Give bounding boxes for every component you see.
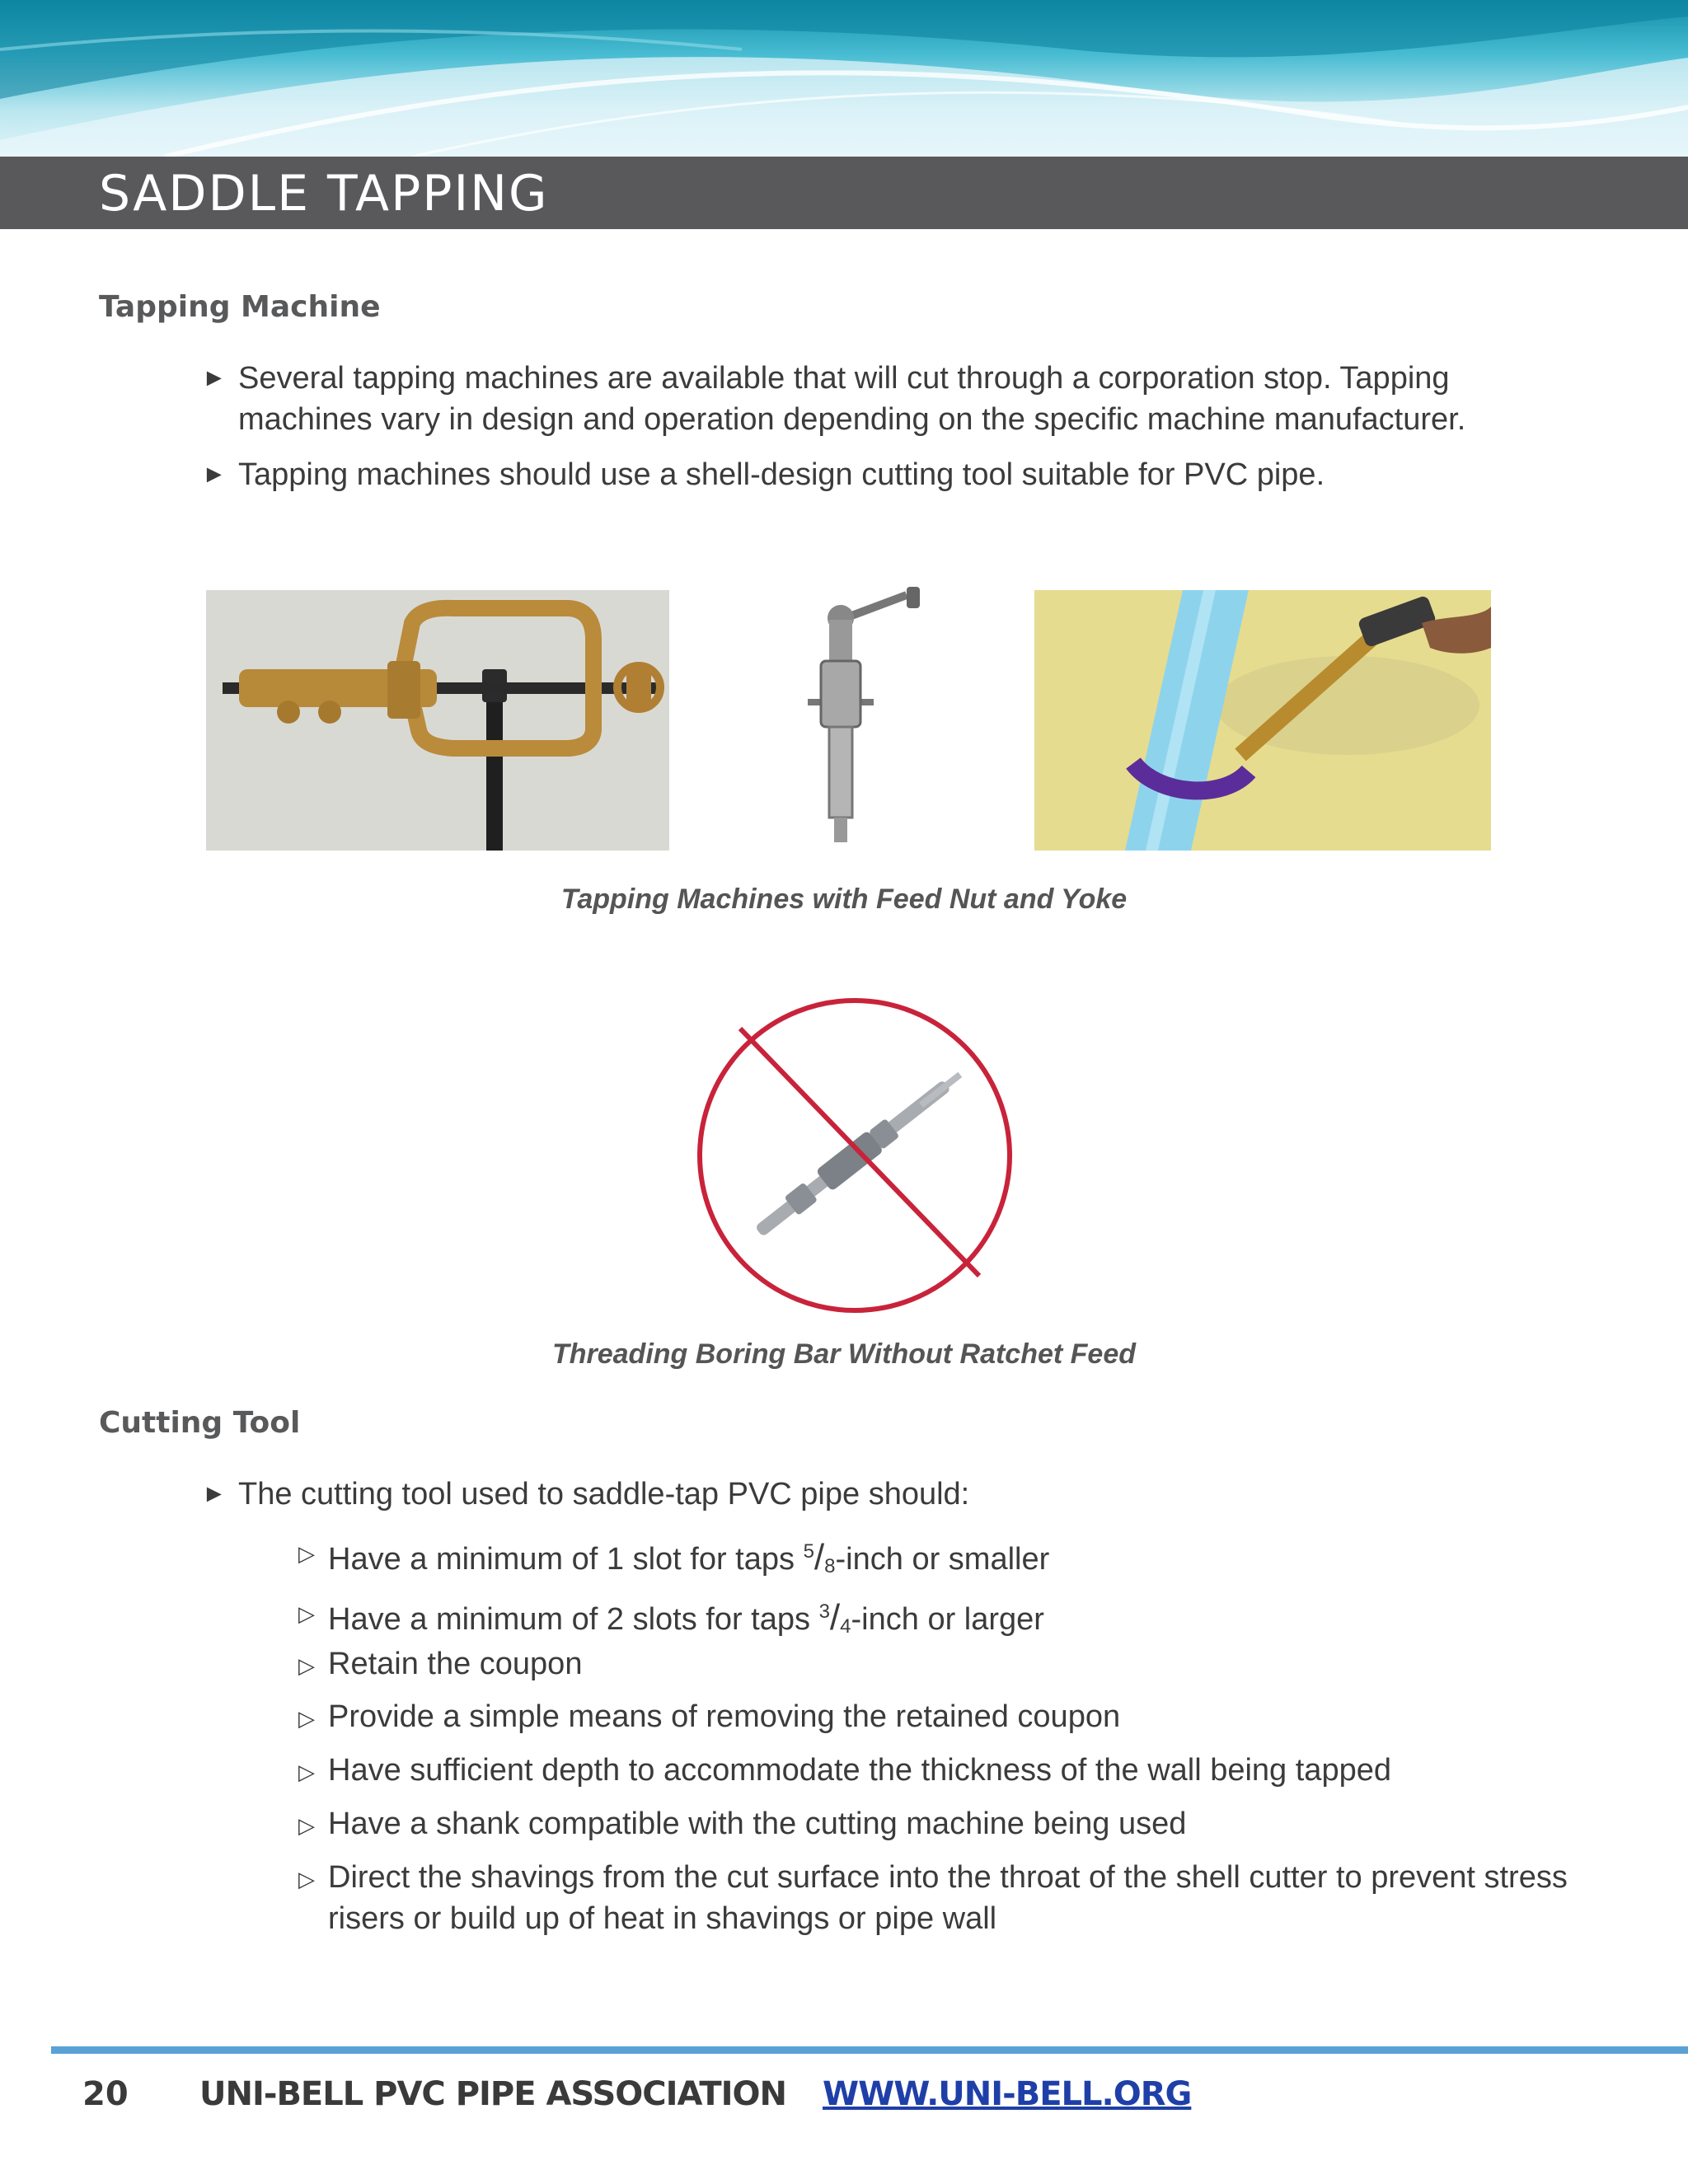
bullet-text: Several tapping machines are available that will cut through a corporation stop. Tapping machines vary in design and operation depending on the specific machine manufacturer.	[238, 361, 1466, 437]
sub-bullet-item	[298, 1591, 1568, 1647]
website-link[interactable]: WWW.UNI-BELL.ORG	[823, 2075, 1192, 2113]
section-heading-cutting-tool: Cutting Tool	[99, 1406, 301, 1440]
sub-bullet-text: Have a minimum of 1 slot for taps $^5/_8$-inch or smaller	[328, 1537, 1050, 1577]
bullet-text: The cutting tool used to saddle-tap PVC pipe should:	[238, 1477, 970, 1511]
triangle-outline-icon: ▷	[298, 1760, 315, 1784]
triangle-outline-icon: ▷	[298, 1653, 315, 1678]
bullet-item	[202, 358, 1554, 440]
triangle-outline-icon: ▷	[298, 1706, 315, 1731]
sub-bullet-item	[298, 1857, 1568, 1939]
page-number: 20	[82, 2075, 129, 2113]
sub-bullet-item	[298, 1531, 1568, 1587]
page-title: SADDLE TAPPING	[99, 165, 549, 223]
sub-bullet-text: Direct the shavings from the cut surface into the throat of the shell cutter to prevent stress risers or build up of heat in shavings or pipe wall	[328, 1860, 1568, 1936]
triangle-outline-icon: ▷	[298, 1813, 315, 1838]
prohibit-icon	[676, 989, 1034, 1327]
section-heading-tapping-machine: Tapping Machine	[99, 290, 381, 324]
sub-bullet-text: Retain the coupon	[328, 1647, 583, 1681]
arrow-right-icon: ►	[202, 1480, 227, 1507]
header-banner	[0, 0, 1688, 157]
sub-bullet-text: Provide a simple means of removing the retained coupon	[328, 1699, 1121, 1734]
bullet-item	[202, 454, 1554, 495]
fraction: $^3/_4$	[818, 1597, 851, 1638]
sub-bullet-text: Have sufficient depth to accommodate the thickness of the wall being tapped	[328, 1753, 1391, 1788]
figure-caption: Tapping Machines with Feed Nut and Yoke	[560, 883, 1128, 915]
sub-bullet-item	[298, 1750, 1568, 1791]
sub-bullet-text: Have a minimum of 2 slots for taps $^3/_4$-inch or larger	[328, 1597, 1044, 1638]
organization-name: UNI-BELL PVC PIPE ASSOCIATION	[199, 2075, 786, 2113]
footer-divider	[51, 2046, 1688, 2054]
arrow-right-icon: ►	[202, 461, 227, 488]
page-footer	[82, 2075, 1191, 2113]
wave-graphic	[0, 0, 1688, 157]
sub-bullet-text: Have a shank compatible with the cutting machine being used	[328, 1807, 1187, 1841]
title-bar	[0, 157, 1688, 229]
arrow-right-icon: ►	[202, 364, 227, 391]
photo-brass-tapping-machine	[206, 590, 669, 851]
triangle-outline-icon: ▷	[298, 1601, 315, 1626]
figure-caption: Threading Boring Bar Without Ratchet Feed	[551, 1338, 1137, 1370]
sub-bullet-item	[298, 1803, 1568, 1844]
triangle-outline-icon: ▷	[298, 1541, 315, 1566]
photo-field-tapping-pvc-pipe	[1034, 590, 1491, 851]
bullet-item	[202, 1474, 1554, 1515]
triangle-outline-icon: ▷	[298, 1867, 315, 1891]
photo-crank-tapping-machine	[783, 587, 948, 847]
sub-bullet-item	[298, 1696, 1568, 1737]
fraction: $^5/_8$	[803, 1537, 836, 1577]
bullet-text: Tapping machines should use a shell-design cutting tool suitable for PVC pipe.	[238, 457, 1325, 492]
sub-bullet-item	[298, 1643, 1568, 1685]
